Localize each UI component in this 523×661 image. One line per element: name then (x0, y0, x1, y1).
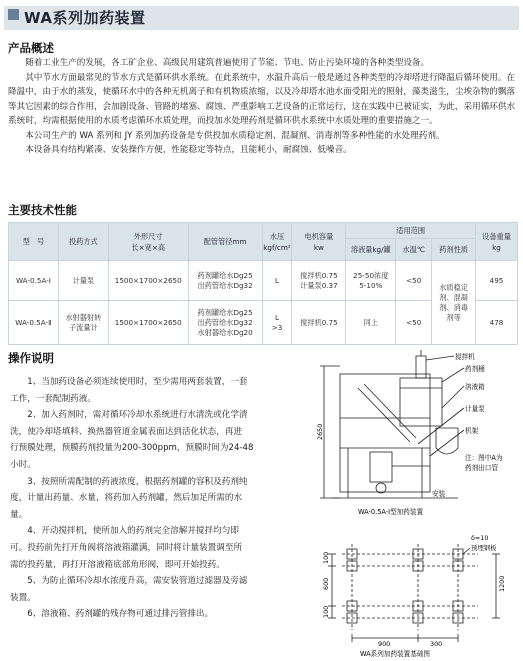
operation-line: 3、按照所需配制的药液浓度，根据药剂罐的容积及药剂纯 (10, 476, 248, 487)
specs-heading: 主要技术性能 (8, 203, 77, 217)
diagram-note: 注：图中A为 (465, 454, 503, 462)
agent-line: 剂等 (446, 312, 461, 322)
overview-paragraph: 本设备具有结构紧凑、安装操作方便，性能稳定等特点，且能耗小，耐腐蚀、低噪音。 (8, 145, 352, 155)
row1-pipe (188, 261, 262, 301)
row2-pipe (188, 301, 262, 345)
header-temp: 水温℃ (396, 239, 432, 261)
label-solution-box: 溶液箱 (465, 383, 485, 391)
overview-text (8, 56, 516, 158)
row1-motor-line: 计量泵0.37 (300, 280, 338, 290)
operation-line: 6、溶液箱、药剂罐的残存物可通过排污管排出。 (10, 609, 214, 620)
operation-line: 量。 (10, 509, 28, 520)
overview-heading: 产品概述 (8, 41, 54, 55)
overview-paragraph: 随着工业生产的发展，各工矿企业、高级民用建筑普遍使用了节能、节电、防止污染环境的各种类型设备。 (8, 58, 430, 68)
row1-motor (292, 261, 346, 301)
row1-conc-line: 5-10% (359, 280, 383, 290)
row2-conc: 同上 (346, 301, 396, 345)
label-stirrer: 搅拌机 (455, 353, 475, 361)
label-cross: δ=10 (471, 534, 489, 542)
row1-method: 计量泵 (58, 261, 108, 301)
header-pressure: 水压 kgf/cm² (262, 223, 292, 261)
label-plate: 预埋钢板 (471, 544, 497, 552)
operation-line: 工作，一套配制药液。 (10, 393, 96, 404)
dim-v: 100 (322, 551, 330, 564)
equipment-caption: WA-0.5A-Ⅰ型加药装置 (358, 508, 424, 516)
row1-size: 1500×1700×2650 (108, 261, 188, 301)
row2-temp: <50 (396, 301, 432, 345)
foundation-drawing (318, 528, 520, 658)
operation-line: 装置。 (10, 592, 36, 603)
diagram-note: 药剂出口管 (465, 464, 498, 472)
row1-model: WA-0.5A-Ⅰ (9, 261, 59, 301)
row2-motor: 搅拌机0.75 (292, 301, 346, 345)
label-install: 安装 (432, 490, 446, 498)
row1-motor-line: 搅拌机0.75 (300, 270, 338, 280)
operation-text (10, 374, 310, 623)
header-agent: 药剂性质 (432, 239, 476, 261)
dim-right: 1200 (498, 575, 506, 592)
header-motor: 电机容量 kw (292, 223, 346, 261)
row1-pipe-line: 药剂罐给水Dg25 (197, 270, 253, 280)
title-square-icon (8, 9, 19, 20)
operation-line: 5、为防止循环冷却水浓度升高，需安装管道过滤器及旁滤 (10, 576, 248, 587)
row2-weight: 478 (476, 301, 518, 345)
header-range: 适用范围 (346, 223, 476, 239)
dim-h: 300 (430, 640, 443, 648)
row1-weight: 495 (476, 261, 518, 301)
label-height: 2650 (316, 423, 324, 440)
agent-line: 剂、消毒 (439, 302, 468, 312)
operation-line: 度，计量出药量、水量，将药加入药剂罐，然后加足所需的水 (10, 493, 243, 504)
operation-line: 洗，使冷却塔填料、换热器管道金属表面达到活化状态，再进 (10, 426, 243, 437)
label-pump: 计量泵 (465, 405, 485, 413)
row1-pipe-line: 出药管给水Dg32 (197, 280, 253, 290)
row2-pipe-line: 水射器给水Dg20 (197, 327, 253, 337)
operation-line: 行预膜处理，预膜药剂投量为200-300ppm，预膜时间为24-48 (10, 443, 254, 454)
row1-pressure: L (262, 261, 292, 301)
row2-model: WA-0.5A-Ⅱ (9, 301, 59, 345)
label-valve: 机架 (465, 427, 479, 435)
row2-pressure (262, 301, 292, 345)
row2-method: 水射器射转子流量计 (58, 301, 108, 345)
row2-pipe-line: 出药管给水Dg32 (197, 317, 253, 327)
foundation-caption: WA系列加药装置基础图 (360, 650, 431, 658)
header-pipe: 配管管径mm (188, 223, 262, 261)
overview-paragraph: 本公司生产的 WA 系列和 JY 系列加药设备是专供投加水质稳定剂、混凝剂、消毒剂等多种性能的水处理药剂。 (8, 130, 445, 141)
operation-line: 可。投药前先打开角阀将溶液箱灌满，同时将计量装置调至所 (10, 542, 243, 553)
operation-line: 需的投药量，再打开溶液箱底部角形阀，即可开始投药。 (10, 559, 225, 570)
header-weight: 设备重量 kg (476, 223, 518, 261)
row2-pipe-line: 药剂罐给水Dg25 (197, 307, 253, 317)
operation-line: 4、开动搅拌机，使所加入的药剂完全溶解并搅拌均匀即 (10, 526, 239, 537)
equipment-drawing (318, 348, 520, 526)
row1-temp: <50 (396, 261, 432, 301)
agent-cell (432, 261, 476, 345)
operation-line: 小时。 (10, 459, 36, 470)
dim-v: 100 (322, 605, 330, 618)
row1-conc-line: 25-50浓度 (353, 270, 389, 280)
table-row (9, 261, 518, 301)
label-tank: 药剂桶 (465, 365, 485, 373)
row2-pressure-line: L (274, 312, 279, 322)
overview-paragraph: 其中节水方面最常见的节水方式是循环供水系统。在此系统中，水温升高后一般是通过各种类型的冷却塔进行降温后循环使用。在降温中，由于水的蒸发，使循环水中的各种无机离子和有机物质浓缩，以及冷却塔水池水面受阳光的照射，藻类滋生，尘埃杂物的飘落等其它因素的综合作用，会加剧设备、管路的堵塞、腐蚀、严重影响工艺设备的正常运行，这在实践中已被证实，为此，采用循环供水系统时，均需根据使用的水质考虑循环水质处理，而投加水处理药剂是循环供水系统中水质处理的重要措施之一。 (8, 72, 516, 126)
page-title: WA系列加药装置 (24, 9, 146, 27)
row2-size: 1500×1700×2650 (108, 301, 188, 345)
header-size: 外形尺寸 长×宽×高 (108, 223, 188, 261)
spec-table (8, 222, 518, 345)
dim-h: 900 (378, 640, 391, 648)
header-method: 投药方式 (58, 223, 108, 261)
header-conc: 溶液量kg/罐 (346, 239, 396, 261)
operation-line: 2、加入药剂时，需对循环冷却水系统进行水清洗或化学清 (10, 410, 248, 421)
row1-conc (346, 261, 396, 301)
operation-line: 1、当加药设备必须连续使用时，至少需用两套装置，一套 (10, 377, 248, 387)
agent-line: 水质稳定 (439, 282, 468, 292)
agent-line: 剂、混凝 (439, 292, 468, 302)
header-model: 型 号 (9, 223, 59, 261)
operation-heading: 操作说明 (8, 351, 54, 365)
row2-pressure-line: >3 (271, 322, 283, 332)
dim-v: 600 (322, 577, 330, 590)
